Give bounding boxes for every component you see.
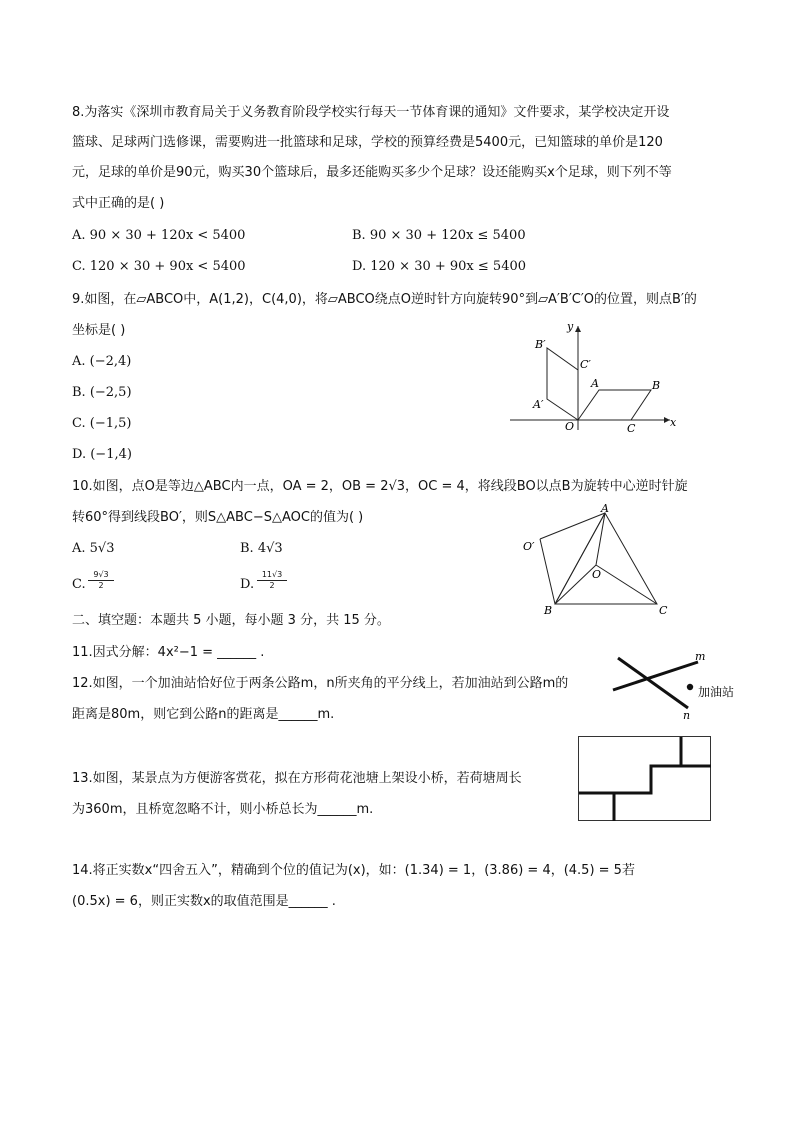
q8-line1: 8.为落实《深圳市教育局关于义务教育阶段学校实行每天一节体育课的通知》文件要求，某学校决定开设 <box>72 105 670 120</box>
fig10-label-b: B <box>544 604 553 617</box>
fig9-label-a: A <box>591 377 599 390</box>
q10-triangle-figure <box>520 503 678 618</box>
fig9-label-b-prime: B′ <box>535 338 546 351</box>
q8-line3: 元，足球的单价是90元，购买30个篮球后，最多还能购买多少个足球？设还能购买x个足球，则下列不等 <box>72 165 672 180</box>
q10-option-d-numerator: 11√3 <box>257 570 287 581</box>
q14-line1: 14.将正实数x“四舍五入”，精确到个位的值记为(x)，如：(1.34) = 1，(3.86) = 4，(4.5) = 5若 <box>72 863 635 878</box>
q9-parallelogram-figure <box>505 318 685 436</box>
q12-line2: 距离是80m，则它到公路n的距离是______m. <box>72 707 335 722</box>
q10-option-d-fraction <box>257 570 287 591</box>
q8-option-c: C. 120 × 30 + 90x < 5400 <box>72 259 246 274</box>
q10-option-d-denominator: 2 <box>269 581 275 590</box>
q11-line: 11.因式分解：4x²−1 = ______ . <box>72 645 265 660</box>
q10-line2: 转60°得到线段BO′，则S△ABC−S△AOC的值为( ) <box>72 510 364 525</box>
q12-line1: 12.如图，一个加油站恰好位于两条公路m，n所夹角的平分线上，若加油站到公路m的 <box>72 676 569 691</box>
q8-line4: 式中正确的是( ) <box>72 196 165 211</box>
q10-option-c: C. <box>72 577 86 592</box>
q10-option-b: B. 4√3 <box>240 541 283 556</box>
q10-option-c-numerator: 9√3 <box>88 570 114 581</box>
fig10-label-a: A <box>601 503 609 515</box>
q8-option-b: B. 90 × 30 + 120x ≤ 5400 <box>352 228 526 243</box>
q9-option-d: D. (−1,4) <box>72 447 132 462</box>
q8-option-d: D. 120 × 30 + 90x ≤ 5400 <box>352 259 527 274</box>
q9-option-b: B. (−2,5) <box>72 385 132 400</box>
fig10-label-o-prime: O′ <box>523 540 535 553</box>
q9-option-c: C. (−1,5) <box>72 416 132 431</box>
fig12-label-n: n <box>683 709 691 722</box>
q9-option-a: A. (−2,4) <box>72 354 132 369</box>
q10-line1: 10.如图，点O是等边△ABC内一点，OA = 2，OB = 2√3，OC = 4，将线段BO以点B为旋转中心逆时针旋 <box>72 479 688 494</box>
fig9-label-b: B <box>652 379 661 392</box>
fig9-label-c: C <box>627 422 636 435</box>
fig12-label-m: m <box>695 650 706 663</box>
q8-line2: 篮球、足球两门选修课，需要购进一批篮球和足球，学校的预算经费是5400元，已知篮球的单价是120 <box>72 135 663 150</box>
fig12-label-gas-station: 加油站 <box>698 685 735 699</box>
q10-option-c-fraction <box>88 570 114 591</box>
fig9-label-a-prime: A′ <box>533 398 544 411</box>
fig9-label-c-prime: C′ <box>580 358 591 371</box>
q8-option-a: A. 90 × 30 + 120x < 5400 <box>72 228 246 243</box>
q13-pond-bridge-figure <box>577 735 713 823</box>
fig10-label-c: C <box>659 604 668 617</box>
q13-line2: 为360m，且桥宽忽略不计，则小桥总长为______m. <box>72 802 374 817</box>
q13-line1: 13.如图，某景点为方便游客赏花，拟在方形荷花池塘上架设小桥，若荷塘周长 <box>72 771 522 786</box>
q14-line2: (0.5x) = 6，则正实数x的取值范围是______ . <box>72 894 336 909</box>
fig9-label-o: O <box>565 420 575 433</box>
q10-option-c-denominator: 2 <box>98 581 104 590</box>
fig9-label-x: x <box>670 416 677 429</box>
q10-option-d: D. <box>240 577 255 592</box>
gas-station-dot <box>687 684 693 690</box>
q12-roads-figure <box>610 650 758 722</box>
q9-line1: 9.如图，在▱ABCO中，A(1,2)，C(4,0)，将▱ABCO绕点O逆时针方向旋转90°到▱A′B′C′O的位置，则点B′的 <box>72 292 697 307</box>
q10-option-a: A. 5√3 <box>72 541 115 556</box>
fig10-label-o: O <box>592 568 602 581</box>
q9-line2: 坐标是( ) <box>72 323 126 338</box>
section-fill-in-blank-heading: 二、填空题：本题共 5 小题，每小题 3 分，共 15 分。 <box>72 613 390 628</box>
fig9-label-y: y <box>567 320 574 333</box>
